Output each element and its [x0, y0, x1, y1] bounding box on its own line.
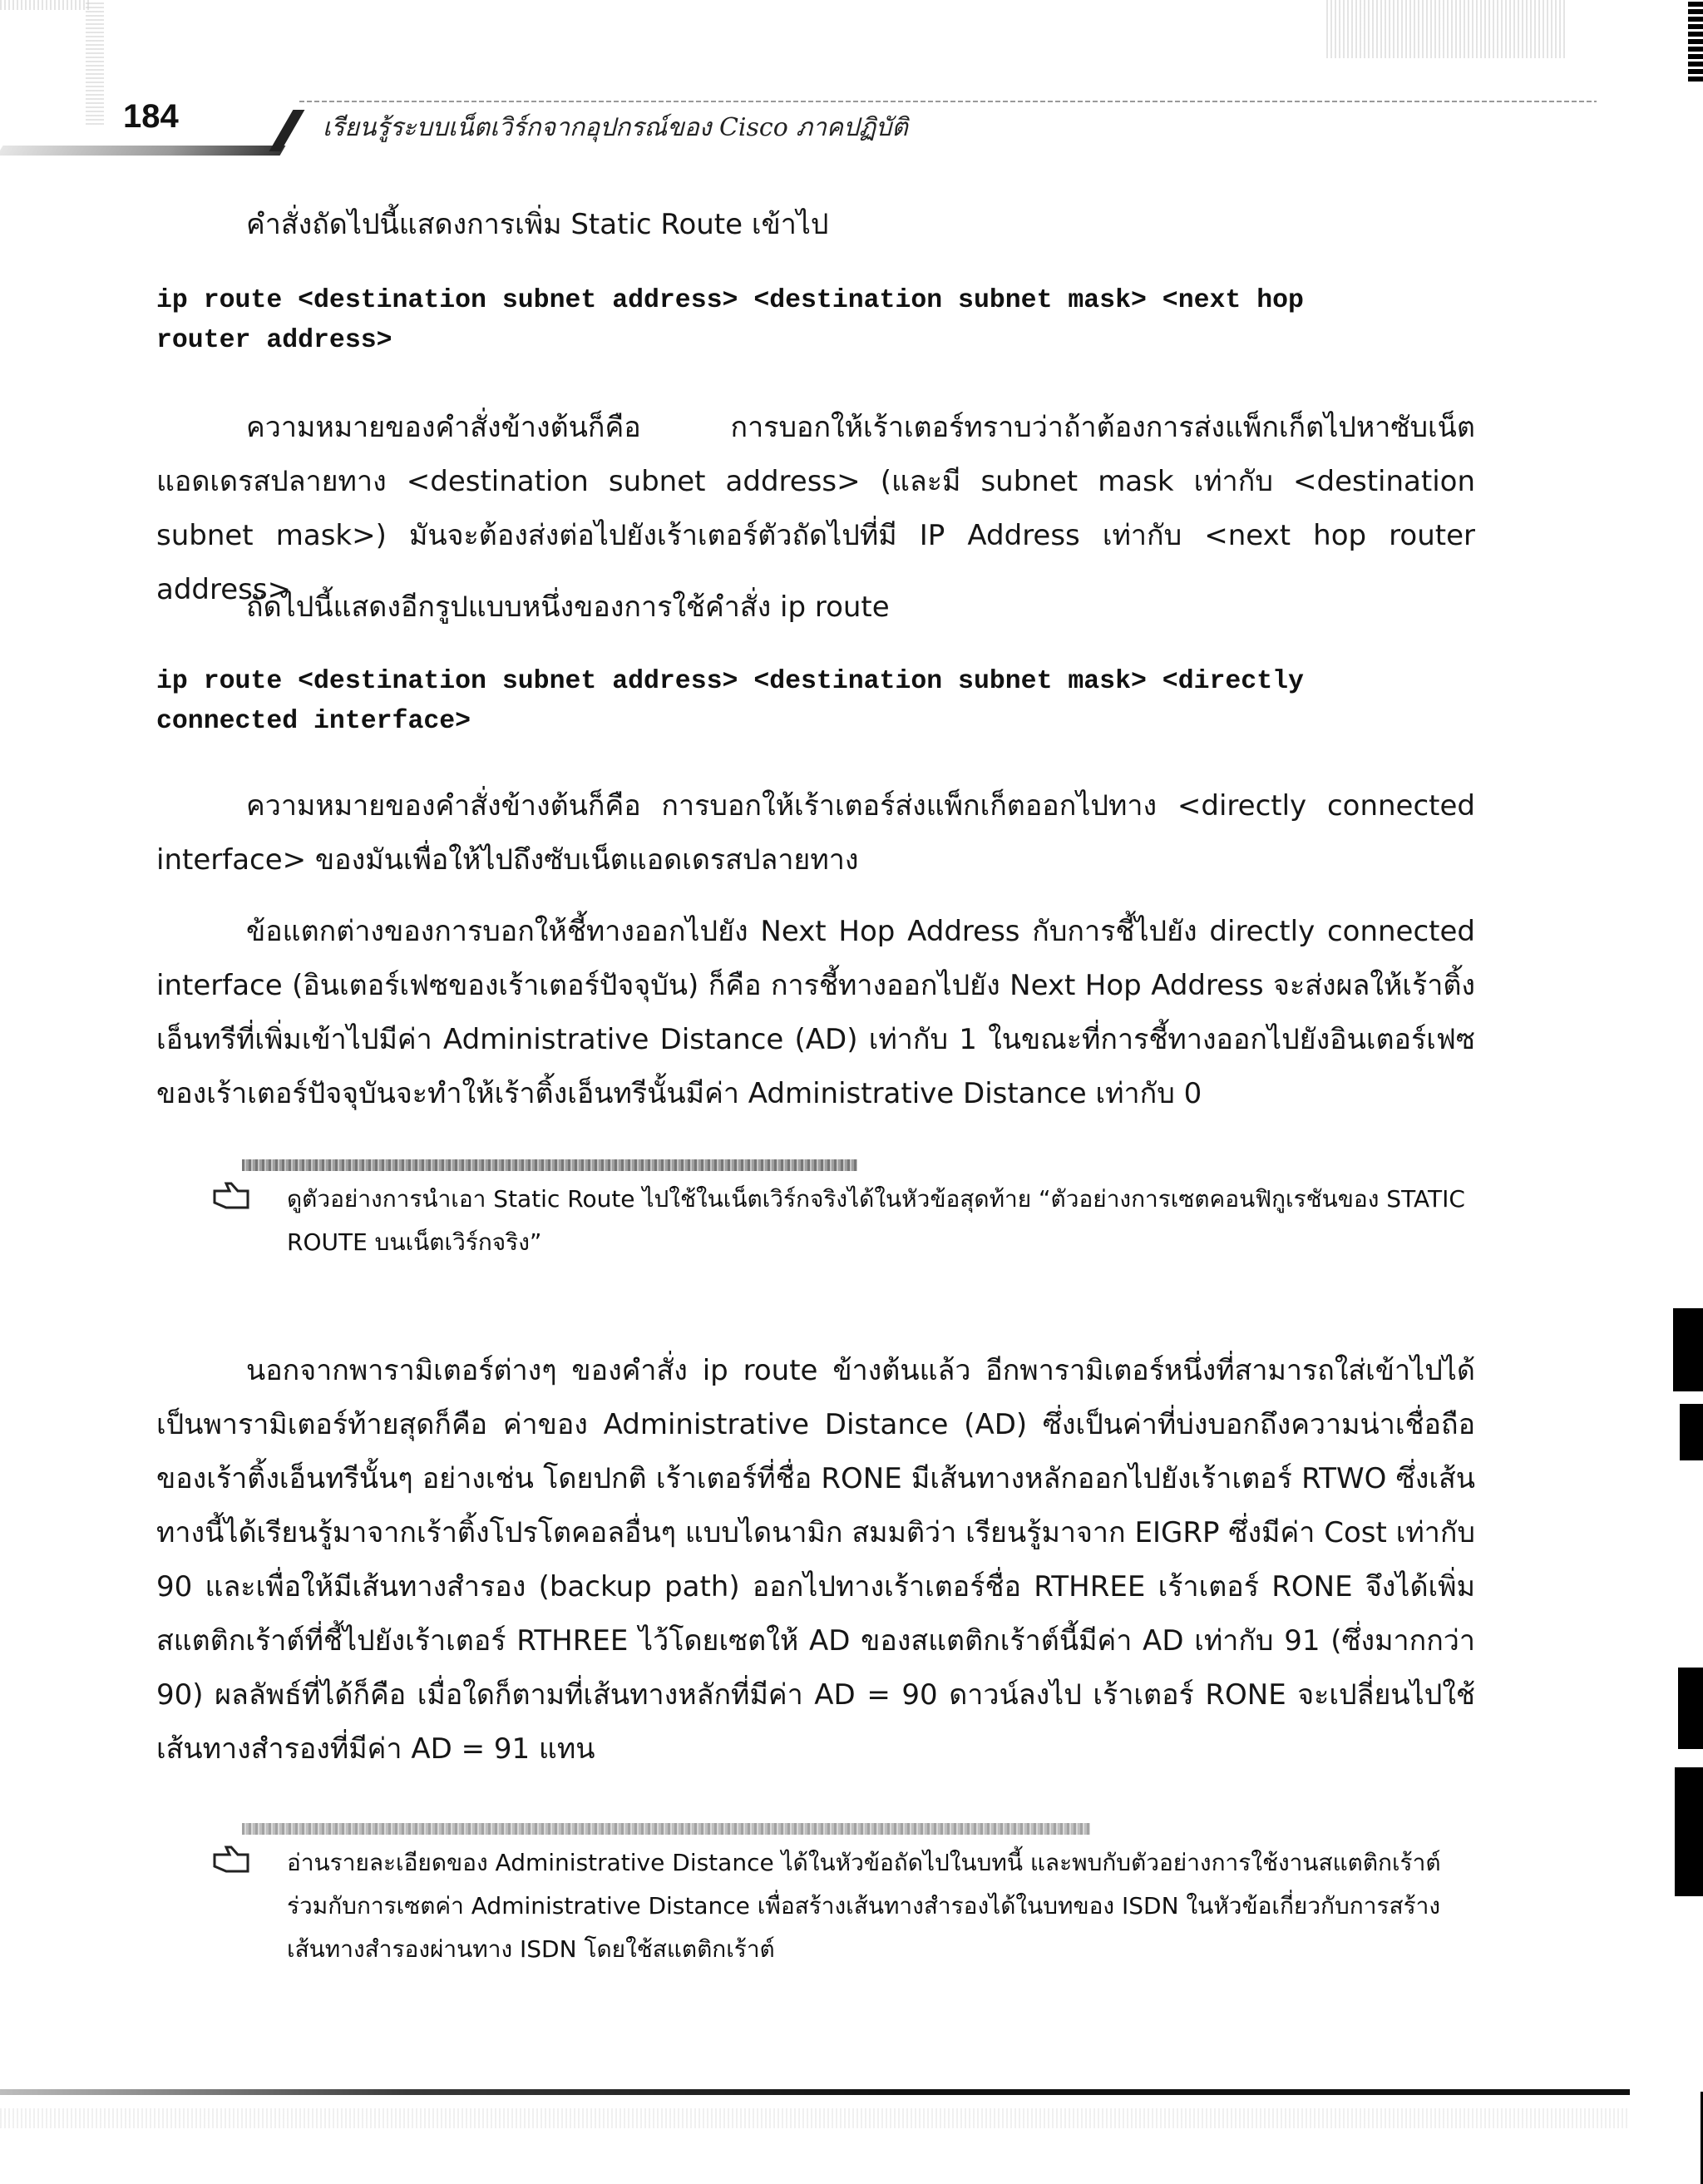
intro-text-content: คำสั่งถัดไปนี้แสดงการเพิ่ม Static Route เข้าไป — [246, 208, 829, 241]
paragraph-interface-meaning — [156, 779, 1475, 887]
footer-rule — [0, 2089, 1630, 2095]
note-static-route-text: ดูตัวอย่างการนำเอา Static Route ไปใช้ในเน็ตเวิร์กจริงได้ในหัวข้อสุดท้าย “ตัวอย่างการเซตคอนฟิกูเรชันของ STATIC ROUTE บนเน็ตเวิร์กจริง” — [287, 1185, 1465, 1256]
paragraph-difference-content: ข้อแตกต่างของการบอกให้ชี้ทางออกไปยัง Next Hop Address กับการชี้ไปยัง directly connected interface (อินเตอร์เฟซของเร้าเตอร์ปัจจุบัน) ก็คือ การชี้ทางออกไปยัง Next Hop Address จะส่งผลให้เร้าติ้งเอ็นทรีที่เพิ่มเข้าไปมีค่า Administrative Distance (AD) เท่ากับ 1 ในขณะที่การชี้ทางออกไปยังอินเตอร์เฟซของเร้าเตอร์ปัจจุบันจะทำให้เร้าติ้งเอ็นทรีนั้นมีค่า Administrative Distance เท่ากับ 0 — [156, 915, 1475, 1110]
note-administrative-distance — [212, 1828, 1459, 1978]
note-band — [242, 1823, 1090, 1835]
intro-text-2 — [156, 581, 1475, 635]
scan-noise — [0, 2108, 1630, 2128]
scan-noise — [0, 0, 91, 10]
intro-text — [156, 198, 1475, 252]
header-rule — [299, 101, 1597, 102]
thumb-index-mark — [1675, 1767, 1703, 1896]
note-administrative-distance-text: อ่านรายละเอียดของ Administrative Distance ได้ในหัวข้อถัดไปในบทนี้ และพบกับตัวอย่างการใช้งานสแตติกเร้าต์ร่วมกับการเซตค่า Administrative Distance เพื่อสร้างเส้นทางสำรองได้ในบทของ ISDN ในหัวข้อเกี่ยวกับการสร้างเส้นทางสำรองผ่านทาง ISDN โดยใช้สแตติกเร้าต์ — [287, 1849, 1441, 1963]
paragraph-interface-meaning-content: ความหมายของคำสั่งข้างต้นก็คือ การบอกให้เร้าเตอร์ส่งแพ็กเก็ตออกไปทาง <directly connected interface> ของมันเพื่อให้ไปถึงซับเน็ตแอดเดรสปลายทาง — [156, 789, 1475, 877]
note-static-route-example — [212, 1164, 1465, 1264]
thumb-index-mark — [1688, 0, 1703, 82]
intro-text-2-content: ถัดไปนี้แสดงอีกรูปแบบหนึ่งของการใช้คำสั่ง ip route — [246, 590, 890, 624]
scan-noise — [1326, 0, 1567, 58]
pointing-hand-icon — [212, 1181, 250, 1213]
header-swoosh — [0, 146, 285, 156]
thumb-index-mark — [1680, 1404, 1703, 1460]
page-number: 184 — [123, 98, 179, 135]
thumb-index-mark — [1673, 1308, 1703, 1391]
running-header: เรียนรู้ระบบเน็ตเวิร์กจากอุปกรณ์ของ Cisco ภาคปฏิบัติ — [323, 113, 908, 142]
paragraph-administrative-distance-content: นอกจากพารามิเตอร์ต่างๆ ของคำสั่ง ip route ข้างต้นแล้ว อีกพารามิเตอร์หนึ่งที่สามารถใส่เข้าไปได้เป็นพารามิเตอร์ท้ายสุดก็คือ ค่าของ Administrative Distance (AD) ซึ่งเป็นค่าที่บ่งบอกถึงความน่าเชื่อถือของเร้าติ้งเอ็นทรีนั้นๆ อย่างเช่น โดยปกติ เร้าเตอร์ที่ชื่อ RONE มีเส้นทางหลักออกไปยังเร้าเตอร์ RTWO ซึ่งเส้นทางนี้ได้เรียนรู้มาจากเร้าติ้งโปรโตคอลอื่นๆ แบบไดนามิก สมมติว่า เรียนรู้มาจาก EIGRP ซึ่งมีค่า Cost เท่ากับ 90 และเพื่อให้มีเส้นทางสำรอง (backup path) ออกไปทางเร้าเตอร์ชื่อ RTHREE เร้าเตอร์ RONE จึงได้เพิ่มสแตติกเร้าต์ที่ชี้ไปยังเร้าเตอร์ RTHREE ไว้โดยเซตให้ AD ของสแตติกเร้าต์นี้มีค่า AD เท่ากับ 91 (ซึ่งมากกว่า 90) ผลลัพธ์ที่ได้ก็คือ เมื่อใดก็ตามที่เส้นทางหลักที่มีค่า AD = 90 ดาวน์ลงไป เร้าเตอร์ RONE จะเปลี่ยนไปใช้เส้นทางสำรองที่มีค่า AD = 91 แทน — [156, 1354, 1475, 1766]
thumb-index-mark — [1678, 1668, 1703, 1749]
note-band — [242, 1159, 857, 1171]
header-slash — [269, 110, 305, 151]
scan-noise — [86, 0, 104, 125]
paragraph-difference — [156, 905, 1475, 1121]
paragraph-administrative-distance — [156, 1344, 1475, 1776]
code-block-next-hop: ip route <destination subnet address> <destination subnet mask> <next hop router address> — [156, 286, 1304, 355]
code-block-interface: ip route <destination subnet address> <destination subnet mask> <directly connected interface> — [156, 667, 1304, 736]
paragraph-next-hop-meaning-content: ความหมายของคำสั่งข้างต้นก็คือ การบอกให้เร้าเตอร์ทราบว่าถ้าต้องการส่งแพ็กเก็ตไปหาซับเน็ตแอดเดรสปลายทาง <destination subnet address> (และมี subnet mask เท่ากับ <destination subnet mask>) มันจะต้องส่งต่อไปยังเร้าเตอร์ตัวถัดไปที่มี IP Address เท่ากับ <next hop router address> — [156, 411, 1475, 606]
pointing-hand-icon — [212, 1845, 250, 1876]
